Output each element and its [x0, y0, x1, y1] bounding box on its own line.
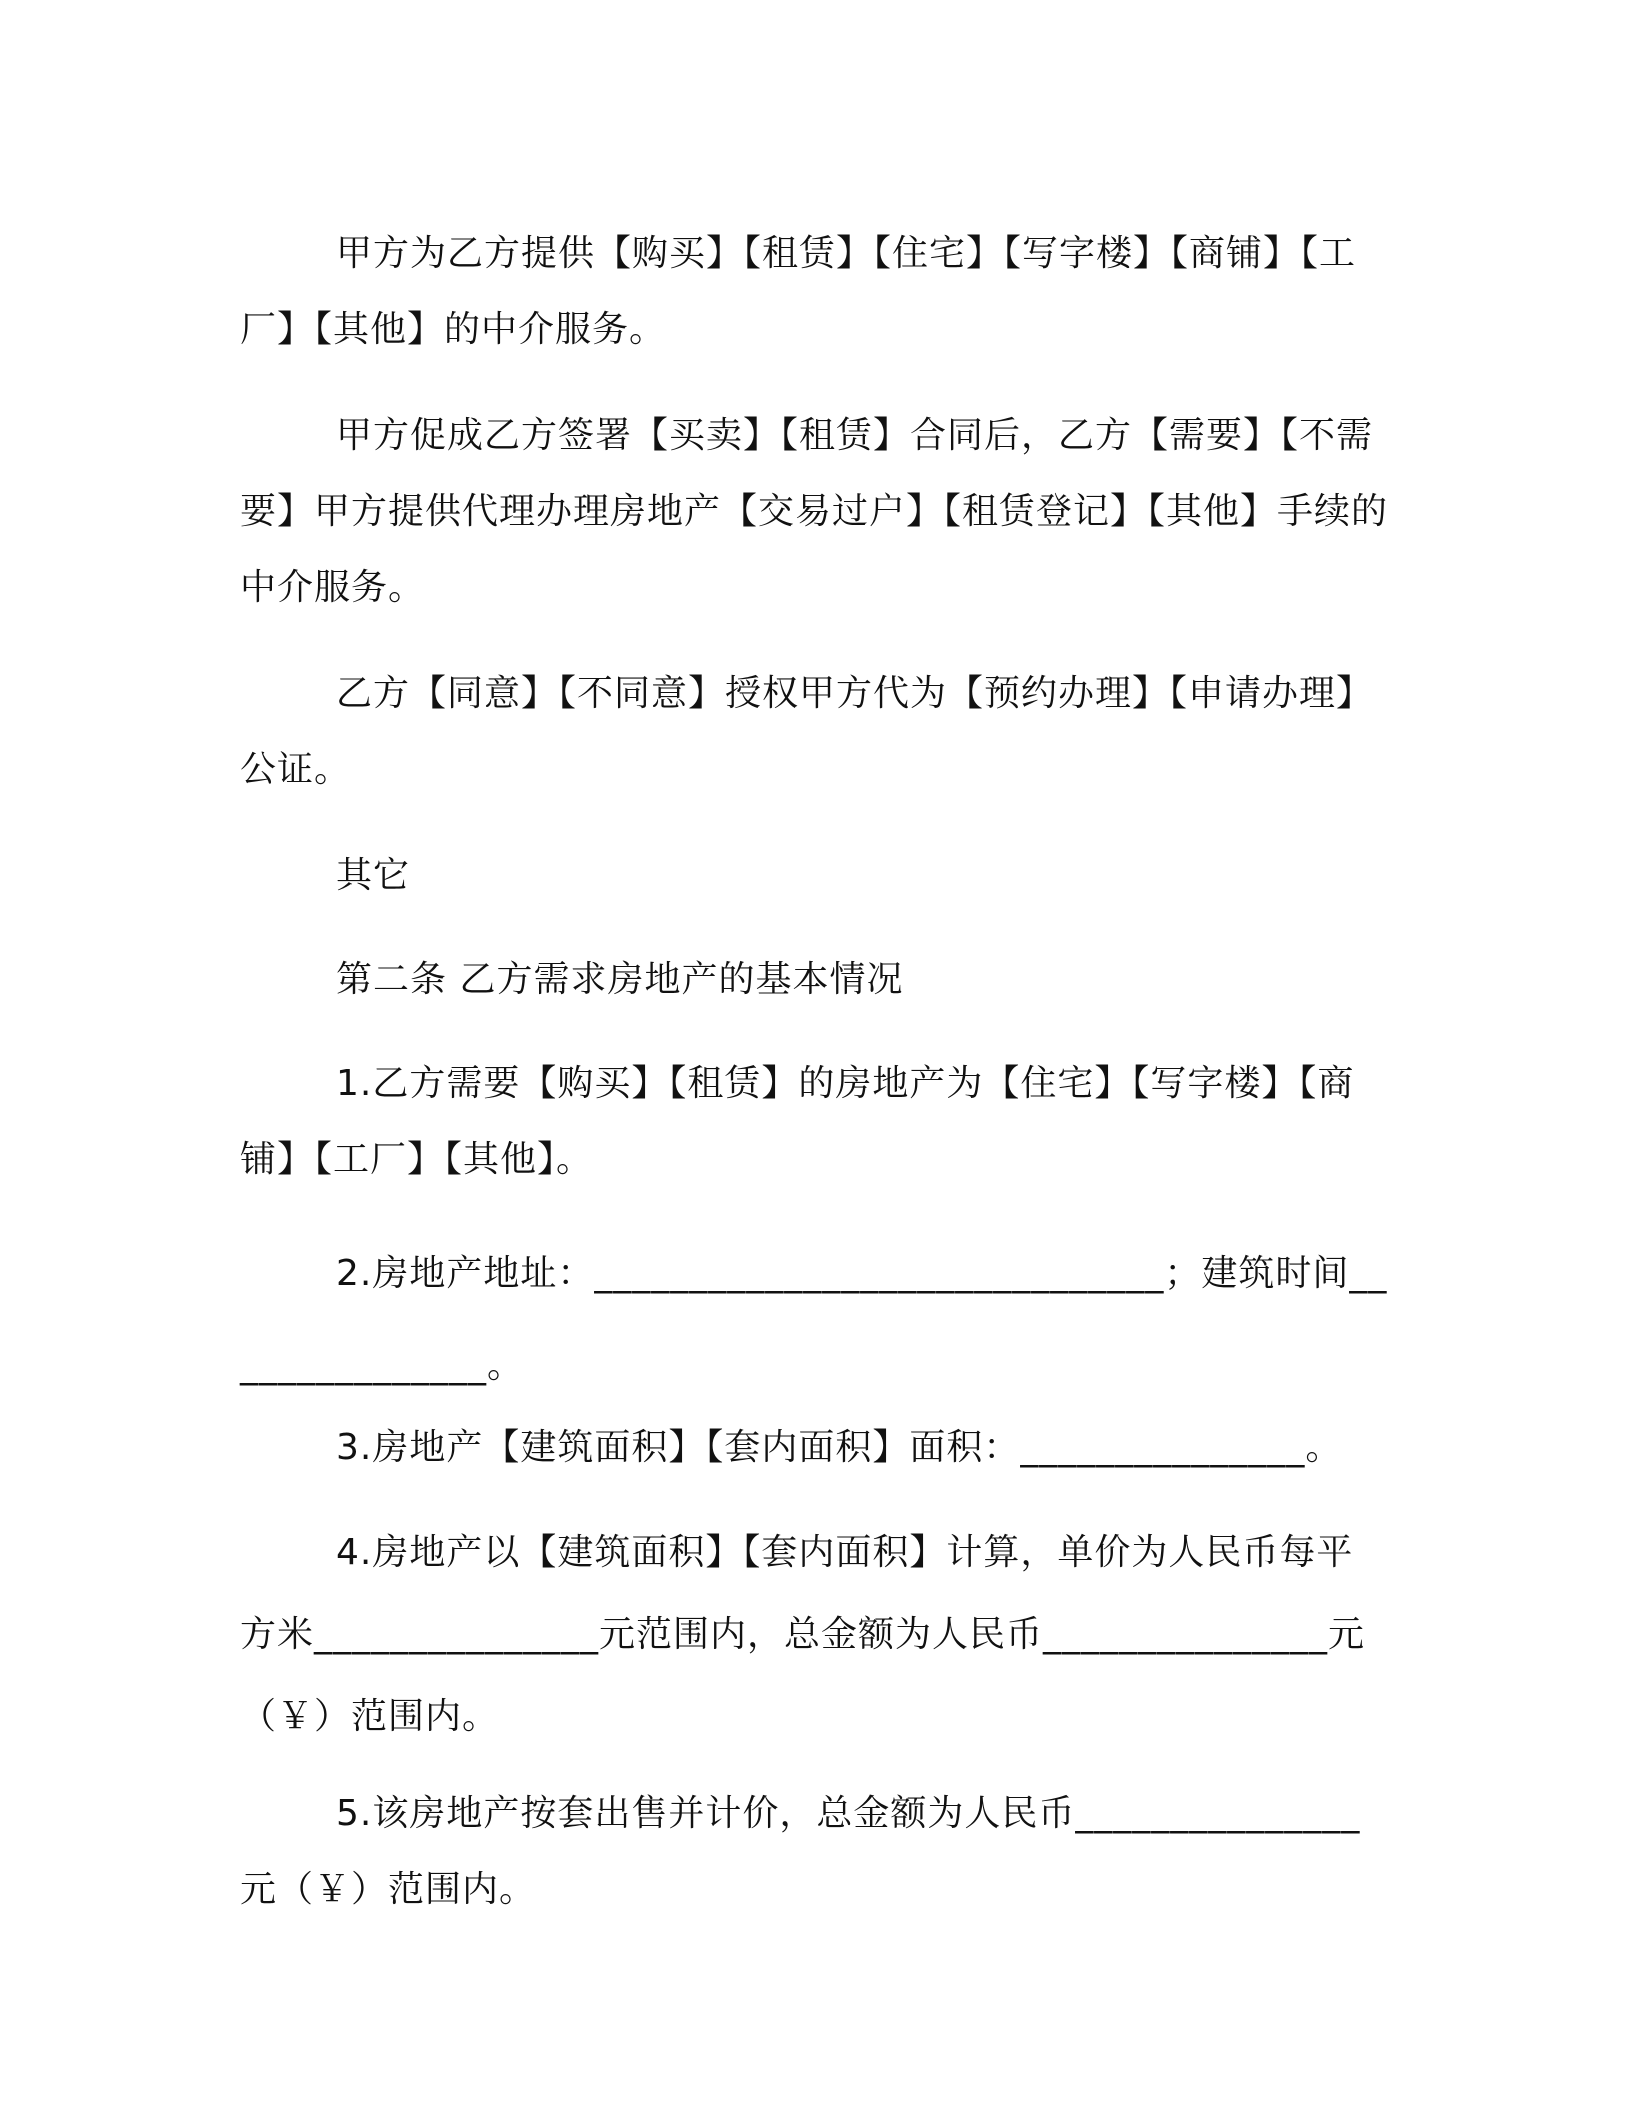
item-total-price: 5.该房地产按套出售并计价，总金额为人民币_______________元（￥）范围内。: [240, 1793, 1361, 1910]
clause-service-scope: 甲方为乙方提供【购买】【租赁】【住宅】【写字楼】【商铺】【工厂】【其他】的中介服务。: [240, 233, 1357, 350]
article-heading: 第二条 乙方需求房地产的基本情况: [336, 959, 904, 1000]
clause-notarization: 乙方【同意】【不同意】授权甲方代为【预约办理】【申请办理】公证。: [240, 673, 1374, 790]
clause-agency-procedures: 甲方促成乙方签署【买卖】【租赁】合同后，乙方【需要】【不需要】甲方提供代理办理房地产【交易过户】【租赁登记】【其他】手续的中介服务。: [240, 415, 1389, 608]
item-property-type: 1.乙方需要【购买】【租赁】的房地产为【住宅】【写字楼】【商铺】【工厂】【其他】。: [240, 1063, 1355, 1180]
clause-other: 其它: [336, 855, 411, 896]
item-unit-price: 4.房地产以【建筑面积】【套内面积】计算，单价为人民币每平方米_______________元范围内，总金额为人民币_______________元（￥）范围内。: [240, 1532, 1366, 1737]
item-property-address: 2.房地产地址：______________________________；建筑时间_______________。: [240, 1253, 1388, 1386]
item-property-area: 3.房地产【建筑面积】【套内面积】面积：_______________。: [336, 1427, 1343, 1468]
